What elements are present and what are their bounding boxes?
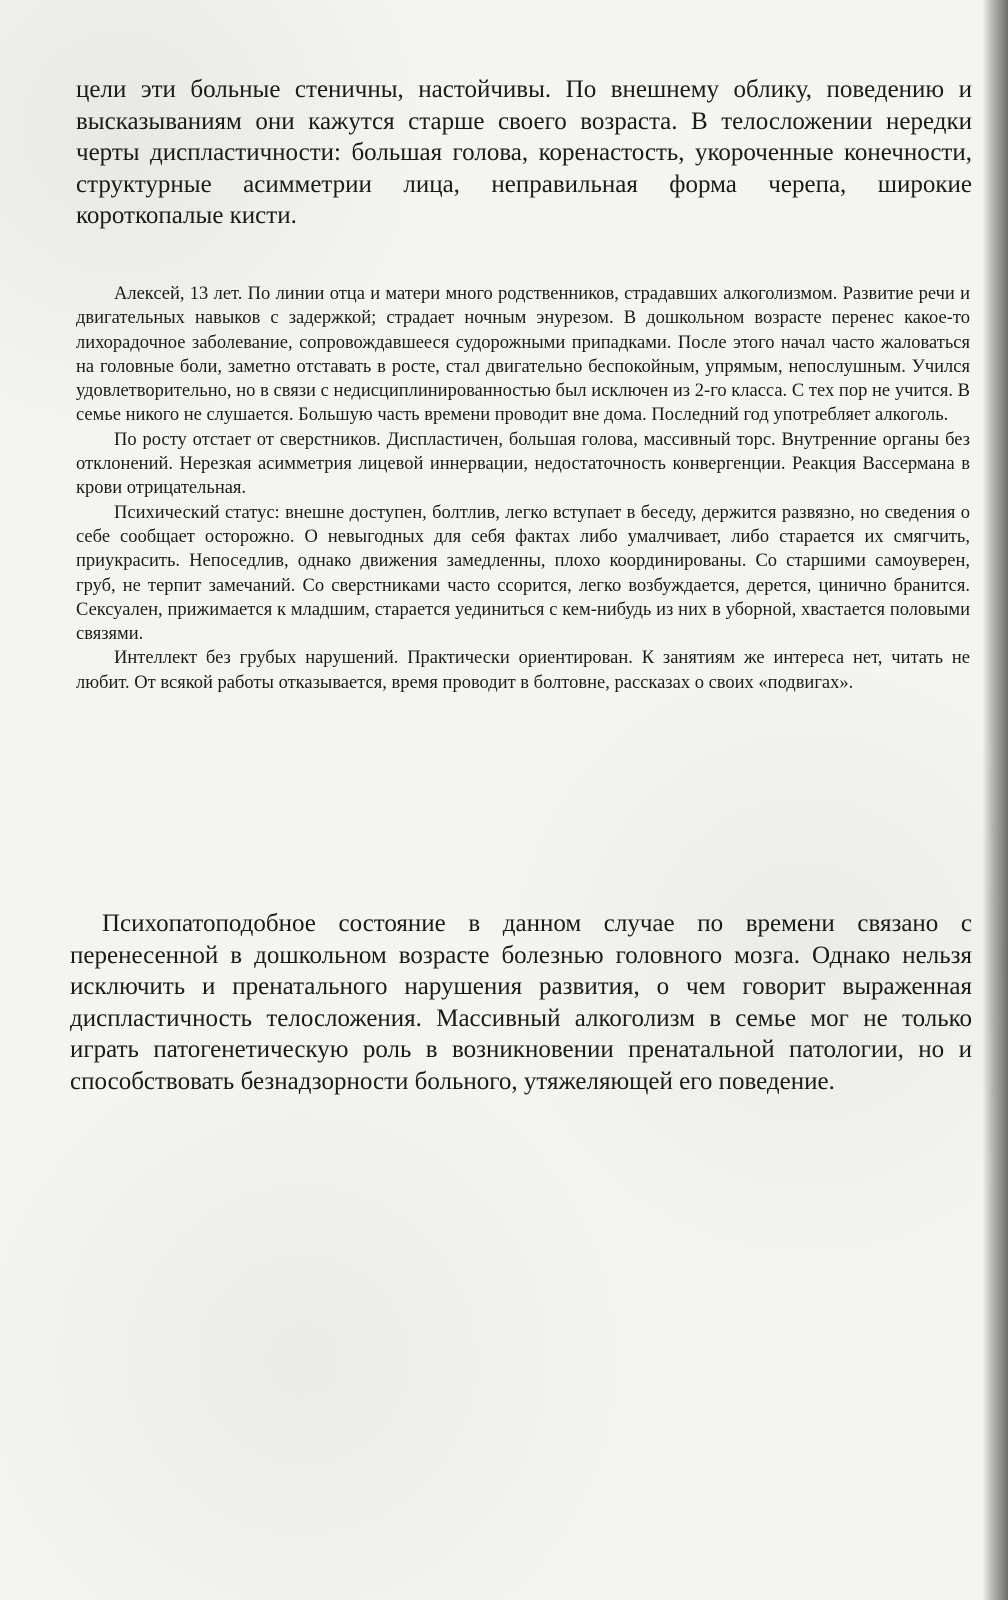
intro-paragraph: цели эти больные стеничны, настойчивы. По внешнему облику, поведению и высказываниям они кажутся старше своего возраста. В телосложении нередки черты диспластичности: большая голова, коренастость, укороченные конечности, структурные асимметрии лица, неправильная форма черепа, широкие короткопалые кисти. — [76, 76, 972, 229]
case-paragraph-intellect: Интеллект без грубых нарушений. Практически ориентирован. К занятиям же интереса нет, читать не любит. От всякой работы отказывается, время проводит в болтовне, рассказах о своих «подвигах». — [76, 648, 970, 693]
intro-text — [76, 74, 972, 232]
case-paragraph-somatic: По росту отстает от сверстников. Диспластичен, большая голова, массивный торс. Внутренние органы без отклонений. Нерезкая асимметрия лицевой иннервации, недостаточность конвергенции. Реакция Вассермана в крови отрицательная. — [76, 429, 970, 499]
case-report — [76, 282, 970, 695]
page-edge-shadow — [982, 0, 1008, 1600]
conclusion-text — [70, 908, 972, 1097]
conclusion-paragraph: Психопатоподобное состояние в данном случае по времени связано с перенесенной в дошкольном возрасте болезнью головного мозга. Однако нельзя исключить и пренатального нарушения развития, о чем говорит выраженная диспластичность телосложения. Массивный алкоголизм в семье мог не только играть патогенетическую роль в возникновении пренатальной патологии, но и способствовать безнадзорности больного, утяжеляющей его поведение. — [70, 910, 972, 1095]
case-paragraph-mental-status: Психический статус: внешне доступен, болтлив, легко вступает в беседу, держится развязно, но сведения о себе сообщает осторожно. О невыгодных для себя фактах либо умалчивает, либо старается их смягчить, приукрасить. Непоседлив, однако движения замедленны, плохо координированы. Со старшими самоуверен, груб, не терпит замечаний. Со сверстниками часто ссорится, легко возбуждается, дерется, цинично бранится. Сексуален, прижимается к младшим, старается уединиться с кем-нибудь из них в уборной, хвастается половыми связями. — [76, 502, 970, 645]
case-paragraph-history: Алексей, 13 лет. По линии отца и матери много родственников, страдавших алкоголизмом. Развитие речи и двигательных навыков с задержкой; страдает ночным энурезом. В дошкольном возрасте перенес какое-то лихорадочное заболевание, сопровождавшееся судорожными припадками. После этого начал часто жаловаться на головные боли, заметно отставать в росте, стал двигательно беспокойным, упрямым, непослушным. Учился удовлетворительно, но в связи с недисциплинированностью был исключен из 2-го класса. С тех пор не учится. В семье никого не слушается. Большую часть времени проводит вне дома. Последний год употребляет алкоголь. — [76, 284, 970, 426]
